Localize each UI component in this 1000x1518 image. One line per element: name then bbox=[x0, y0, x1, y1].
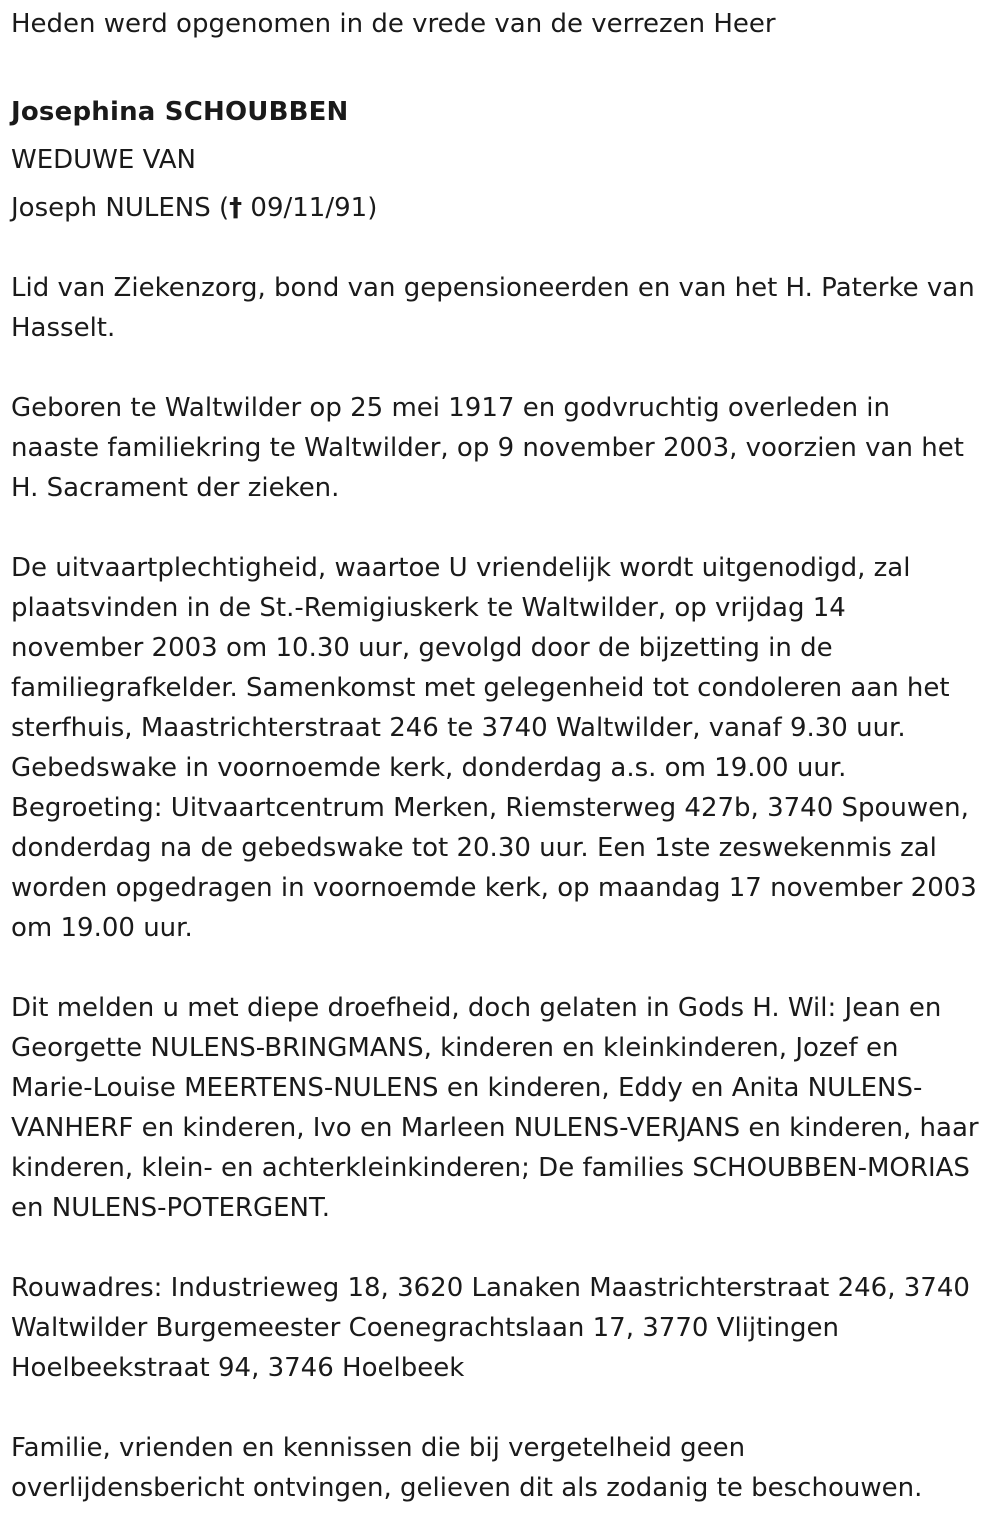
spouse-death-date: 09/11/91 bbox=[250, 193, 368, 223]
deceased-name: Josephina SCHOUBBEN bbox=[11, 97, 349, 127]
spouse-open-paren: ( bbox=[218, 193, 230, 223]
widow-of-line: WEDUWE VAN bbox=[11, 145, 196, 175]
cross-icon: † bbox=[229, 193, 243, 223]
membership-paragraph: Lid van Ziekenzorg, bond van gepensioneerden en van het H. Paterke van Hasselt. bbox=[11, 273, 975, 343]
intro-line: Heden werd opgenomen in de vrede van de verrezen Heer bbox=[11, 9, 776, 39]
spouse-name: Joseph NULENS bbox=[11, 193, 211, 223]
announcement-paragraph: Dit melden u met diepe droefheid, doch gelaten in Gods H. Wil: Jean en Georgette NULENS-BRINGMANS, kinderen en kleinkinderen, Jozef en Marie-Louise MEERTENS-NULENS en kinderen, Eddy en Anita NULENS-VANHERF en kinderen, Ivo en Marleen NULENS-VERJANS en kinderen, haar kinderen, klein- en achterkleinkinderen; De families SCHOUBBEN-MORIAS en NULENS-POTERGENT. bbox=[11, 993, 979, 1223]
closing-paragraph: Familie, vrienden en kennissen die bij vergetelheid geen overlijdensbericht ontvingen, gelieven dit als zodanig te beschouwen. bbox=[11, 1433, 923, 1503]
spouse-line bbox=[11, 188, 984, 228]
mourning-address-paragraph: Rouwadres: Industrieweg 18, 3620 Lanaken Maastrichterstraat 246, 3740 Waltwilder Burgemeester Coenegrachtslaan 17, 3770 Vlijtingen Hoelbeekstraat 94, 3746 Hoelbeek bbox=[11, 1273, 970, 1383]
spouse-close-paren: ) bbox=[367, 193, 378, 223]
funeral-paragraph: De uitvaartplechtigheid, waartoe U vriendelijk wordt uitgenodigd, zal plaatsvinden in de St.-Remigiuskerk te Waltwilder, op vrijdag 14 november 2003 om 10.30 uur, gevolgd door de bijzetting in de familiegrafkelder. Samenkomst met gelegenheid tot condoleren aan het sterfhuis, Maastrichterstraat 246 te 3740 Waltwilder, vanaf 9.30 uur. Gebedswake in voornoemde kerk, donderdag a.s. om 19.00 uur. Begroeting: Uitvaartcentrum Merken, Riemsterweg 427b, 3740 Spouwen, donderdag na de gebedswake tot 20.30 uur. Een 1ste zeswekenmis zal worden opgedragen in voornoemde kerk, op maandag 17 november 2003 om 19.00 uur. bbox=[11, 553, 977, 943]
birth-death-paragraph: Geboren te Waltwilder op 25 mei 1917 en godvruchtig overleden in naaste familiekring te Waltwilder, op 9 november 2003, voorzien van het H. Sacrament der zieken. bbox=[11, 393, 964, 503]
